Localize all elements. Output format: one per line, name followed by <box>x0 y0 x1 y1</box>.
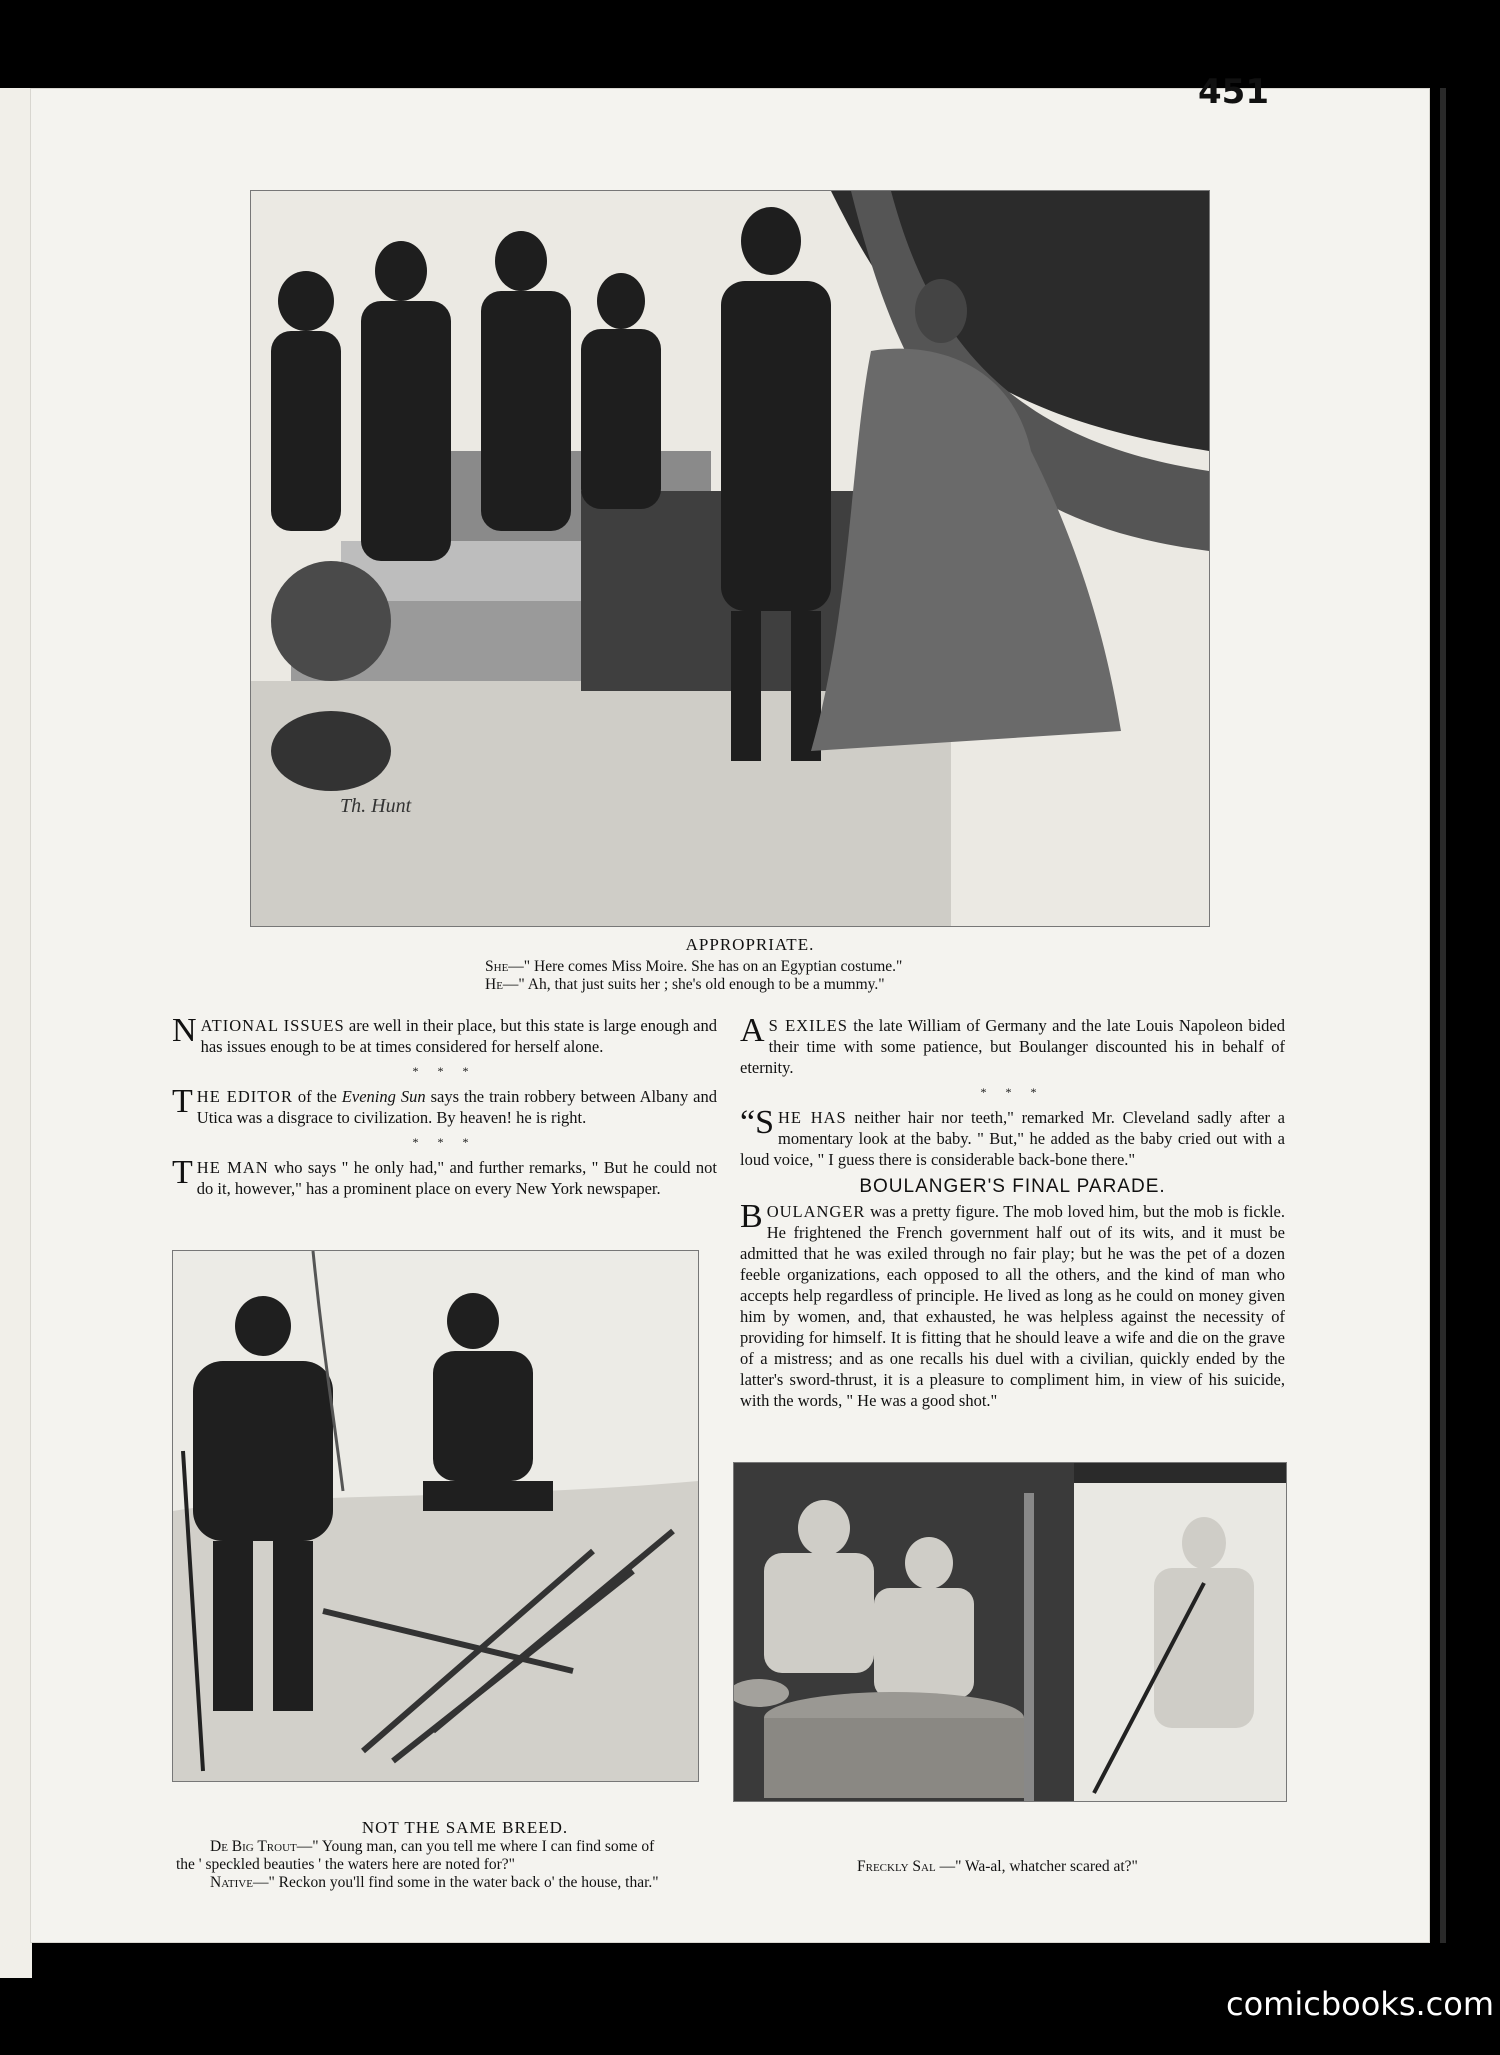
speaker-label: Native <box>210 1874 253 1891</box>
caption-line-trout-cont <box>176 1856 515 1874</box>
paragraph-text: the late William of Germany and the late Louis Napoleon bided their time with some patience, but Boulanger discounted his in behalf of eternity. <box>740 1016 1286 1077</box>
paragraph <box>172 1083 718 1128</box>
dialogue-text: —" Wa-al, whatcher scared at?" <box>935 1858 1138 1875</box>
page-number: 451 <box>1198 72 1269 112</box>
paragraph-text: was a pretty figure. The mob loved him, but the mob is fickle. He frightened the French government half out of its wits, and it must be admitted that he was exiled through no fair play; but he was the pet of a dozen feeble organizations, each opposed to all the others, and the kind of man who accepts help regardless of principle. He lived as long as he could on money given him by women, and, that exhausted, he was helpless against the necessity of providing for himself. It is fitting that he should leave a wife and die on the grave of a mistress; and as one recalls his duel with a civilian, quickly ended by the latter's sword-thrust, it is a pleasure to compliment him, in view of his suicide, with the words, " He was a good shot." <box>740 1202 1285 1410</box>
left-page-edge <box>0 88 32 1978</box>
paragraph <box>740 1104 1285 1170</box>
lead-words: HE EDITOR <box>196 1087 293 1106</box>
speaker-label: Freckly Sal <box>857 1858 936 1875</box>
page-spine <box>1440 88 1446 1943</box>
speaker-label: De Big Trout <box>210 1838 297 1855</box>
drop-cap: T <box>172 1083 193 1120</box>
drop-cap: A <box>740 1012 765 1049</box>
watermark: comicbooks.com <box>1226 1985 1495 2023</box>
top-caption-title: APPROPRIATE. <box>685 935 815 954</box>
washtub-illustration <box>733 1462 1287 1802</box>
dialogue-text: the ' speckled beauties ' the waters here are noted for?" <box>176 1856 515 1873</box>
paragraph-text: are well in their place, but this state is large enough and has issues enough to be at times considered for herself alone. <box>200 1016 717 1056</box>
dialogue-text: —" Ah, that just suits her ; she's old enough to be a mummy." <box>502 976 885 993</box>
newspaper-title: Evening Sun <box>341 1087 426 1106</box>
bottom-caption-title: NOT THE SAME BREED. <box>361 1818 569 1837</box>
fishermen-illustration <box>172 1250 699 1782</box>
lead-words: OULANGER <box>766 1202 866 1221</box>
caption-line-native <box>210 1874 659 1892</box>
separator: * * * <box>980 1085 1045 1099</box>
paragraph <box>172 1012 717 1057</box>
artist-signature: Th. Hunt <box>340 795 412 817</box>
separator: * * * <box>412 1064 477 1078</box>
right-text-column <box>740 1012 1286 1415</box>
paragraph <box>740 1198 1285 1411</box>
drop-cap: N <box>172 1012 197 1049</box>
caption-line-sal <box>857 1858 1138 1876</box>
speaker-label: She <box>485 958 509 975</box>
speaker-label: He <box>485 976 503 993</box>
paragraph <box>740 1012 1286 1078</box>
paragraph-text: says the train robbery between Albany and Utica was a disgrace to civilization. By heaven! he is right. <box>196 1087 718 1127</box>
drop-cap: B <box>740 1198 763 1235</box>
lead-words: S EXILES <box>768 1016 848 1035</box>
paragraph-text: neither hair nor teeth," remarked Mr. Cleveland sadly after a momentary look at the baby. " But," he added as the baby cried out with a loud voice, " I guess there is considerable back-bone there." <box>740 1108 1285 1169</box>
lead-words: HE HAS <box>778 1108 847 1127</box>
caption-line-trout <box>210 1838 654 1856</box>
drop-cap: T <box>172 1154 193 1191</box>
caption-line-she <box>485 958 902 976</box>
paragraph <box>172 1154 718 1199</box>
separator: * * * <box>412 1135 477 1149</box>
dialogue-text: —" Reckon you'll find some in the water back o' the house, thar." <box>252 1874 659 1891</box>
paragraph-text: of the <box>292 1087 342 1106</box>
paragraph-text: who says " he only had," and further remarks, " But he could not do it, however," has a prominent place on every New York newspaper. <box>196 1158 718 1198</box>
lead-words: HE MAN <box>196 1158 269 1177</box>
dialogue-text: —" Here comes Miss Moire. She has on an Egyptian costume." <box>508 958 903 975</box>
caption-line-he <box>485 976 885 994</box>
lead-words: ATIONAL ISSUES <box>200 1016 345 1035</box>
article-heading: BOULANGER'S FINAL PARADE. <box>859 1176 1166 1197</box>
dialogue-text: —" Young man, can you tell me where I can find some of <box>296 1838 655 1855</box>
left-text-column <box>172 1012 718 1203</box>
drop-cap: “S <box>740 1104 774 1141</box>
